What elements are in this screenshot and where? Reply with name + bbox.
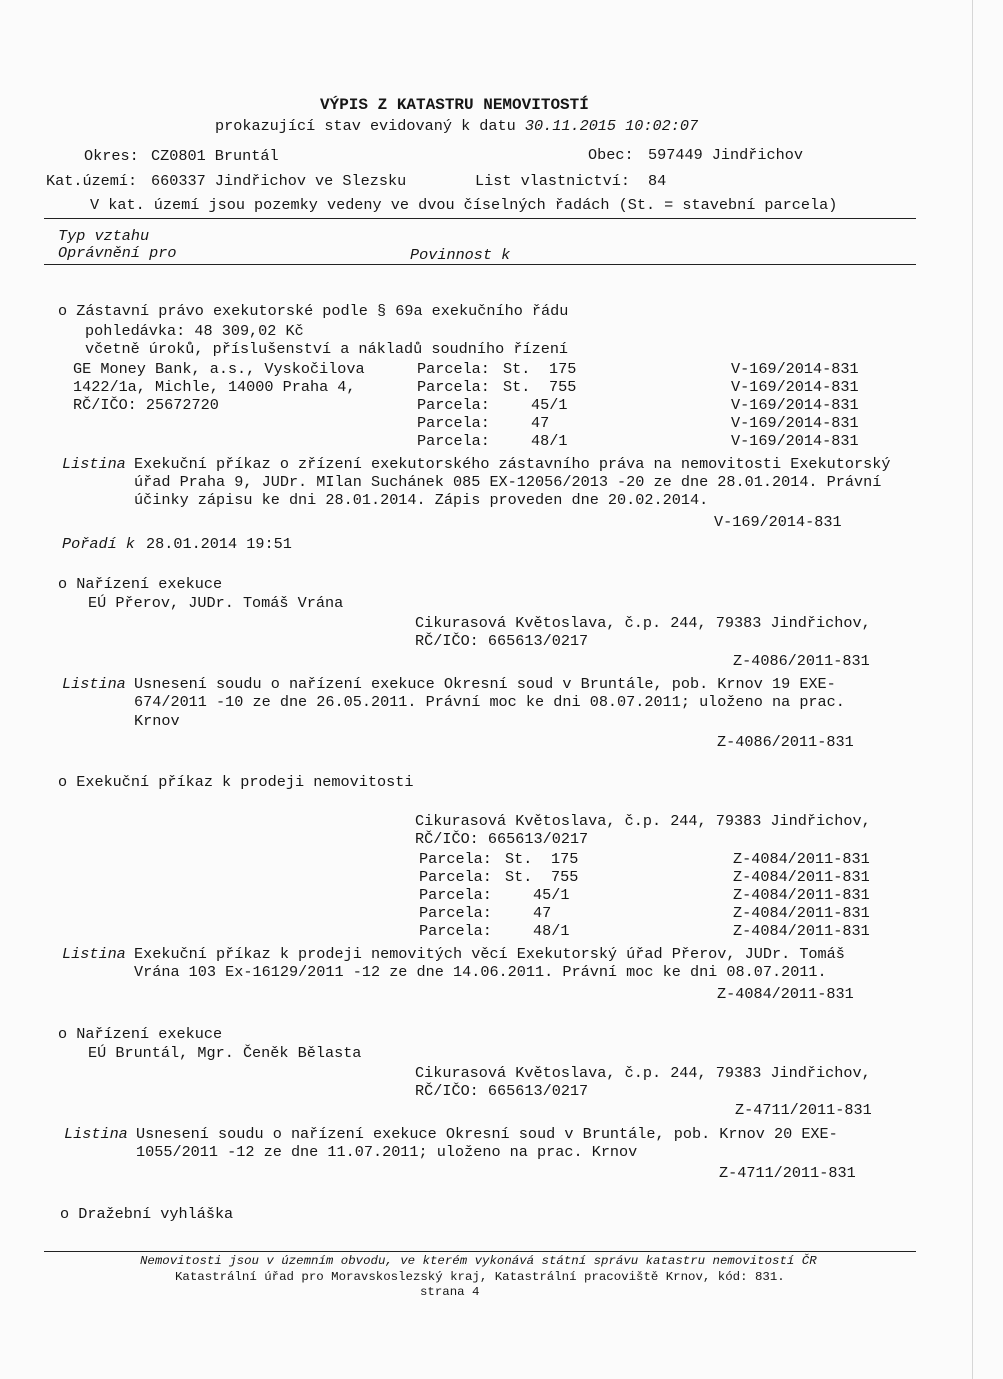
parcel-number: 48/1 bbox=[531, 432, 568, 450]
katuzemi-label: Kat.území: bbox=[46, 172, 138, 190]
section1-title: o Zástavní právo exekutorské podle § 69a exekučního řádu bbox=[58, 302, 569, 320]
parcel-ref: Z-4084/2011-831 bbox=[733, 850, 870, 868]
col-typ-vztahu: Typ vztahu bbox=[58, 227, 150, 245]
parcel-number: 755 bbox=[551, 868, 579, 886]
parcel-st: St. bbox=[505, 850, 533, 868]
section4-listina-ref: Z-4711/2011-831 bbox=[719, 1164, 856, 1182]
header-note: V kat. území jsou pozemky vedeny ve dvou číselných řadách (St. = stavební parcela) bbox=[90, 196, 838, 214]
section3-listina-ref: Z-4084/2011-831 bbox=[717, 985, 854, 1003]
section1-party-line1: GE Money Bank, a.s., Vyskočilova bbox=[73, 360, 365, 378]
section3-listina-line2: Vrána 103 Ex-16129/2011 -12 ze dne 14.06.2011. Právní moc ke dni 08.07.2011. bbox=[134, 963, 827, 981]
section2-obligor-line2: RČ/IČO: 665613/0217 bbox=[415, 632, 589, 650]
parcel-ref: V-169/2014-831 bbox=[731, 378, 859, 396]
parcel-label: Parcela: bbox=[417, 432, 490, 450]
parcel-label: Parcela: bbox=[419, 886, 492, 904]
parcel-number: 175 bbox=[549, 360, 577, 378]
section2-listina-label: Listina bbox=[62, 675, 126, 693]
section1-listina-line2: úřad Praha 9, JUDr. MIlan Suchánek 085 EX-12056/2013 -20 ze dne 28.01.2014. Právní bbox=[134, 473, 882, 491]
section3-listina-line1: Exekuční příkaz k prodeji nemovitých věcí Exekutorský úřad Přerov, JUDr. Tomáš bbox=[134, 945, 845, 963]
parcel-st: St. bbox=[503, 378, 531, 396]
parcel-ref: Z-4084/2011-831 bbox=[733, 886, 870, 904]
parcel-label: Parcela: bbox=[419, 904, 492, 922]
parcel-label: Parcela: bbox=[417, 396, 490, 414]
obec-label: Obec: bbox=[588, 146, 634, 164]
parcel-number: 45/1 bbox=[531, 396, 568, 414]
section1-listina-ref: V-169/2014-831 bbox=[714, 513, 842, 531]
parcel-ref: Z-4084/2011-831 bbox=[733, 922, 870, 940]
parcel-number: 47 bbox=[531, 414, 550, 432]
section2-party: EÚ Přerov, JUDr. Tomáš Vrána bbox=[88, 594, 344, 612]
section1-listina-label: Listina bbox=[62, 455, 126, 473]
parcel-st: St. bbox=[503, 360, 531, 378]
section4-title: o Nařízení exekuce bbox=[58, 1025, 223, 1043]
section4-obligor-line2: RČ/IČO: 665613/0217 bbox=[415, 1082, 589, 1100]
lv-label: List vlastnictví: bbox=[475, 172, 630, 190]
parcel-label: Parcela: bbox=[417, 414, 490, 432]
section1-poradi-label: Pořadí k bbox=[62, 535, 135, 553]
section4-listina-label: Listina bbox=[64, 1125, 128, 1143]
section4-obligor-line1: Cikurasová Květoslava, č.p. 244, 79383 Jindřichov, bbox=[415, 1064, 871, 1082]
section1-poradi-value: 28.01.2014 19:51 bbox=[146, 535, 292, 553]
section2-obligor-line1: Cikurasová Květoslava, č.p. 244, 79383 Jindřichov, bbox=[415, 614, 871, 632]
section3-listina-label: Listina bbox=[62, 945, 126, 963]
section2-listina-line3: Krnov bbox=[134, 712, 180, 730]
parcel-st: St. bbox=[505, 868, 533, 886]
parcel-ref: V-169/2014-831 bbox=[731, 432, 859, 450]
parcel-number: 755 bbox=[549, 378, 577, 396]
parcel-ref: Z-4084/2011-831 bbox=[733, 868, 870, 886]
section2-listina-ref: Z-4086/2011-831 bbox=[717, 733, 854, 751]
parcel-ref: V-169/2014-831 bbox=[731, 360, 859, 378]
parcel-label: Parcela: bbox=[417, 378, 490, 396]
columns-rule bbox=[44, 264, 916, 265]
parcel-ref: V-169/2014-831 bbox=[731, 414, 859, 432]
section1-party-line3: RČ/IČO: 25672720 bbox=[73, 396, 219, 414]
section2-listina-line1: Usnesení soudu o nařízení exekuce Okresní soud v Bruntále, pob. Krnov 19 EXE- bbox=[134, 675, 836, 693]
section2-title: o Nařízení exekuce bbox=[58, 575, 223, 593]
parcel-label: Parcela: bbox=[419, 868, 492, 886]
lv-value: 84 bbox=[648, 172, 667, 190]
parcel-number: 48/1 bbox=[533, 922, 570, 940]
section5-title: o Dražební vyhláška bbox=[60, 1205, 234, 1223]
footer-page-number: strana 4 bbox=[420, 1285, 480, 1299]
parcel-number: 45/1 bbox=[533, 886, 570, 904]
section3-obligor-line2: RČ/IČO: 665613/0217 bbox=[415, 830, 589, 848]
subtitle-date: 30.11.2015 10:02:07 bbox=[524, 117, 699, 135]
col-povinnost-k: Povinnost k bbox=[410, 246, 511, 264]
section1-vcetne: včetně úroků, příslušenství a nákladů soudního řízení bbox=[85, 340, 569, 358]
section3-obligor-line1: Cikurasová Květoslava, č.p. 244, 79383 Jindřichov, bbox=[415, 812, 871, 830]
katuzemi-value: 660337 Jindřichov ve Slezsku bbox=[151, 172, 407, 190]
footer-line1: Nemovitosti jsou v územním obvodu, ve kterém vykonává státní správu katastru nemovitostí ČR bbox=[140, 1254, 817, 1268]
section2-ref: Z-4086/2011-831 bbox=[733, 652, 870, 670]
header-rule bbox=[44, 218, 916, 219]
section4-listina-line1: Usnesení soudu o nařízení exekuce Okresní soud v Bruntále, pob. Krnov 20 EXE- bbox=[136, 1125, 838, 1143]
parcel-label: Parcela: bbox=[419, 922, 492, 940]
subtitle bbox=[215, 117, 698, 135]
section4-ref: Z-4711/2011-831 bbox=[735, 1101, 872, 1119]
parcel-label: Parcela: bbox=[419, 850, 492, 868]
page-edge bbox=[972, 0, 973, 1379]
section3-title: o Exekuční příkaz k prodeji nemovitosti bbox=[58, 773, 414, 791]
section2-listina-line2: 674/2011 -10 ze dne 26.05.2011. Právní moc ke dni 08.07.2011; uloženo na prac. bbox=[134, 693, 845, 711]
parcel-ref: V-169/2014-831 bbox=[731, 396, 859, 414]
section1-pohledavka: pohledávka: 48 309,02 Kč bbox=[85, 322, 304, 340]
parcel-number: 175 bbox=[551, 850, 579, 868]
okres-label: Okres: bbox=[84, 147, 139, 165]
parcel-ref: Z-4084/2011-831 bbox=[733, 904, 870, 922]
parcel-label: Parcela: bbox=[417, 360, 490, 378]
footer-line2: Katastrální úřad pro Moravskoslezský kraj, Katastrální pracoviště Krnov, kód: 831. bbox=[175, 1270, 785, 1284]
okres-value: CZ0801 Bruntál bbox=[151, 147, 279, 165]
col-opravneni-pro: Oprávnění pro bbox=[58, 244, 177, 262]
subtitle-prefix: prokazující stav evidovaný k datu bbox=[215, 117, 516, 135]
section1-listina-line3: účinky zápisu ke dni 28.01.2014. Zápis proveden dne 20.02.2014. bbox=[134, 491, 709, 509]
section1-party-line2: 1422/1a, Michle, 14000 Praha 4, bbox=[73, 378, 356, 396]
parcel-number: 47 bbox=[533, 904, 552, 922]
document-title: VÝPIS Z KATASTRU NEMOVITOSTÍ bbox=[320, 96, 589, 114]
obec-value: 597449 Jindřichov bbox=[648, 146, 803, 164]
section4-listina-line2: 1055/2011 -12 ze dne 11.07.2011; uloženo na prac. Krnov bbox=[136, 1143, 638, 1161]
section1-listina-line1: Exekuční příkaz o zřízení exekutorského zástavního práva na nemovitosti Exekutorský bbox=[134, 455, 891, 473]
footer-rule bbox=[44, 1251, 916, 1252]
section4-party: EÚ Bruntál, Mgr. Čeněk Bělasta bbox=[88, 1044, 362, 1062]
